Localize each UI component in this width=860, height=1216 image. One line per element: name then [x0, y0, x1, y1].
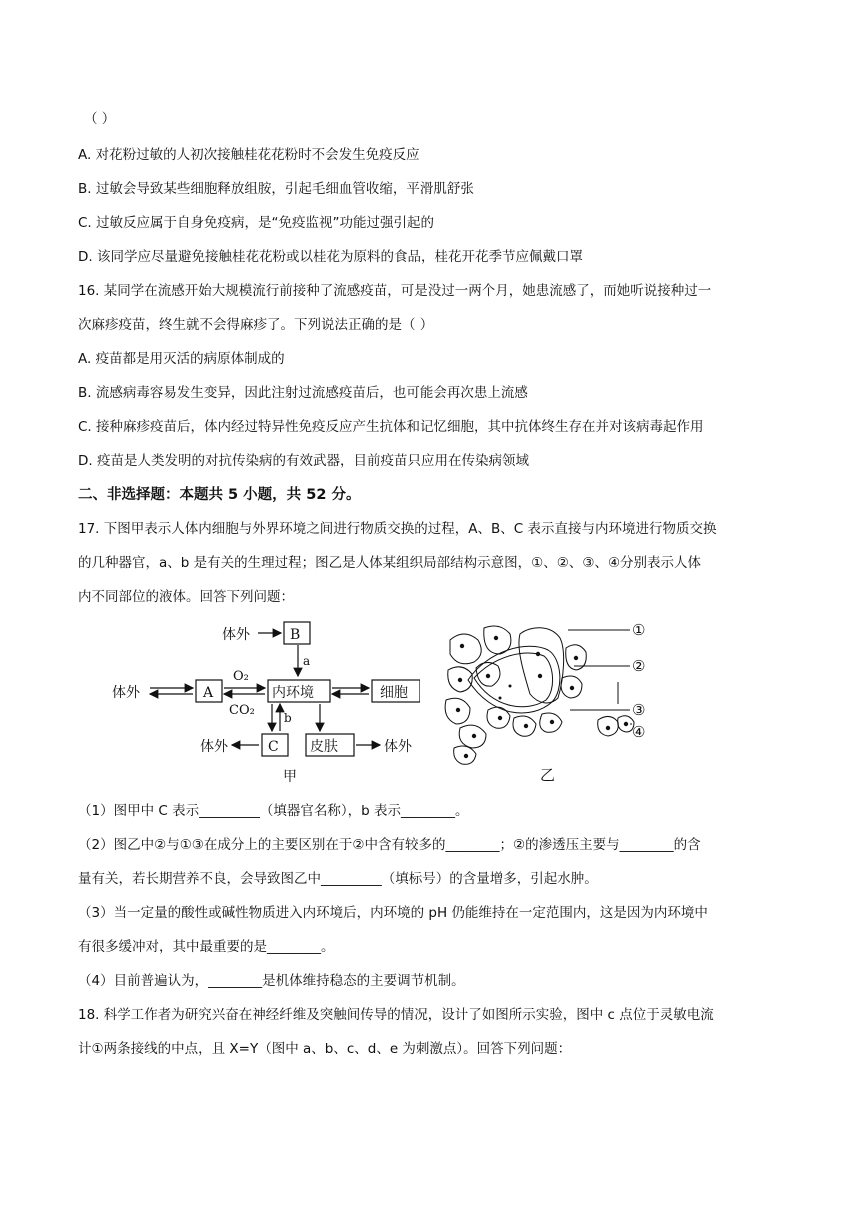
- jia-label-a: a: [303, 654, 311, 668]
- q15-option-b: B. 过敏会导致某些细胞释放组胺，引起毛细血管收缩，平滑肌舒张: [78, 181, 474, 197]
- jia-label-o2: O₂: [233, 669, 249, 684]
- q16-option-a: A. 疫苗都是用灭活的病原体制成的: [78, 351, 285, 367]
- q17-part2-line2: 量有关，若长期营养不良，会导致图乙中_________（填标号）的含量增多，引起水肿。: [78, 871, 598, 887]
- q17-part4: （4）目前普遍认为，________是机体维持稳态的主要调节机制。: [78, 973, 465, 989]
- jia-outside-4: 体外: [384, 739, 412, 755]
- q16-stem-line1: 16. 某同学在流感开始大规模流行前接种了流感疫苗，可是没过一两个月，她患流感了，而她听说接种过一: [78, 283, 712, 299]
- jia-box-a: A: [203, 685, 214, 701]
- yi-label-1: ①: [632, 621, 646, 639]
- jia-label-b: b: [284, 711, 292, 725]
- yi-label-2: ②: [632, 657, 646, 675]
- q15-option-a: A. 对花粉过敏的人初次接触桂花花粉时不会发生免疫反应: [78, 147, 420, 163]
- figure-jia: [110, 618, 420, 788]
- jia-box-inner-env: 内环境: [272, 685, 314, 701]
- q17-part2-line1: （2）图乙中②与①③在成分上的主要区别在于②中含有较多的________；②的渗透压主要与________的含: [78, 837, 701, 853]
- q16-option-c: C. 接种麻疹疫苗后，体内经过特异性免疫反应产生抗体和记忆细胞，其中抗体终生存在并对该病毒起作用: [78, 419, 704, 435]
- jia-caption: 甲: [283, 769, 297, 785]
- q17-part3-line1: （3）当一定量的酸性或碱性物质进入内环境后，内环境的 pH 仍能维持在一定范围内，这是因为内环境中: [78, 905, 708, 921]
- q17-part3-line2: 有很多缓冲对，其中最重要的是________。: [78, 939, 335, 955]
- jia-outside-2: 体外: [112, 685, 140, 701]
- jia-outside-1: 体外: [222, 627, 250, 643]
- q15-option-d: D. 该同学应尽量避免接触桂花花粉或以桂花为原料的食品，桂花开花季节应佩戴口罩: [78, 249, 583, 265]
- q16-option-b: B. 流感病毒容易发生变异，因此注射过流感疫苗后，也可能会再次患上流感: [78, 385, 528, 401]
- q16-option-d: D. 疫苗是人类发明的对抗传染病的有效武器，目前疫苗只应用在传染病领域: [78, 453, 529, 469]
- q18-stem-line1: 18. 科学工作者为研究兴奋在神经纤维及突触间传导的情况，设计了如图所示实验，图中 c 点位于灵敏电流: [78, 1007, 714, 1023]
- yi-label-4: ④: [632, 723, 646, 741]
- q15-option-c: C. 过敏反应属于自身免疫病，是“免疫监视”功能过强引起的: [78, 215, 434, 231]
- q16-stem-line2: 次麻疹疫苗，终生就不会得麻疹了。下列说法正确的是（ ）: [78, 317, 434, 333]
- jia-box-b: B: [290, 627, 301, 643]
- q17-stem-line1: 17. 下图甲表示人体内细胞与外界环境之间进行物质交换的过程，A、B、C 表示直接与内环境进行物质交换: [78, 521, 717, 537]
- q17-stem-line3: 内不同部位的液体。回答下列问题：: [78, 589, 294, 605]
- q18-stem-line2: 计①两条接线的中点，且 X=Y（图中 a、b、c、d、e 为刺激点）。回答下列问题：: [78, 1041, 572, 1057]
- jia-box-c: C: [268, 739, 279, 755]
- q17-stem-line2: 的几种器官，a、b 是有关的生理过程；图乙是人体某组织局部结构示意图，①、②、③、④分别表示人体: [78, 555, 702, 571]
- yi-label-3: ③: [632, 701, 646, 719]
- section-heading: 二、非选择题：本题共 5 小题，共 52 分。: [78, 487, 361, 503]
- q15-paren: （ ）: [84, 111, 116, 127]
- jia-box-skin: 皮肤: [310, 739, 338, 755]
- jia-label-co2: CO₂: [229, 703, 255, 718]
- figure-yi: [440, 618, 690, 788]
- q17-part1: （1）图甲中 C 表示_________（填器官名称），b 表示________。: [78, 803, 469, 819]
- jia-box-cell: 细胞: [380, 685, 408, 701]
- jia-outside-3: 体外: [200, 739, 228, 755]
- yi-caption: 乙: [540, 766, 556, 784]
